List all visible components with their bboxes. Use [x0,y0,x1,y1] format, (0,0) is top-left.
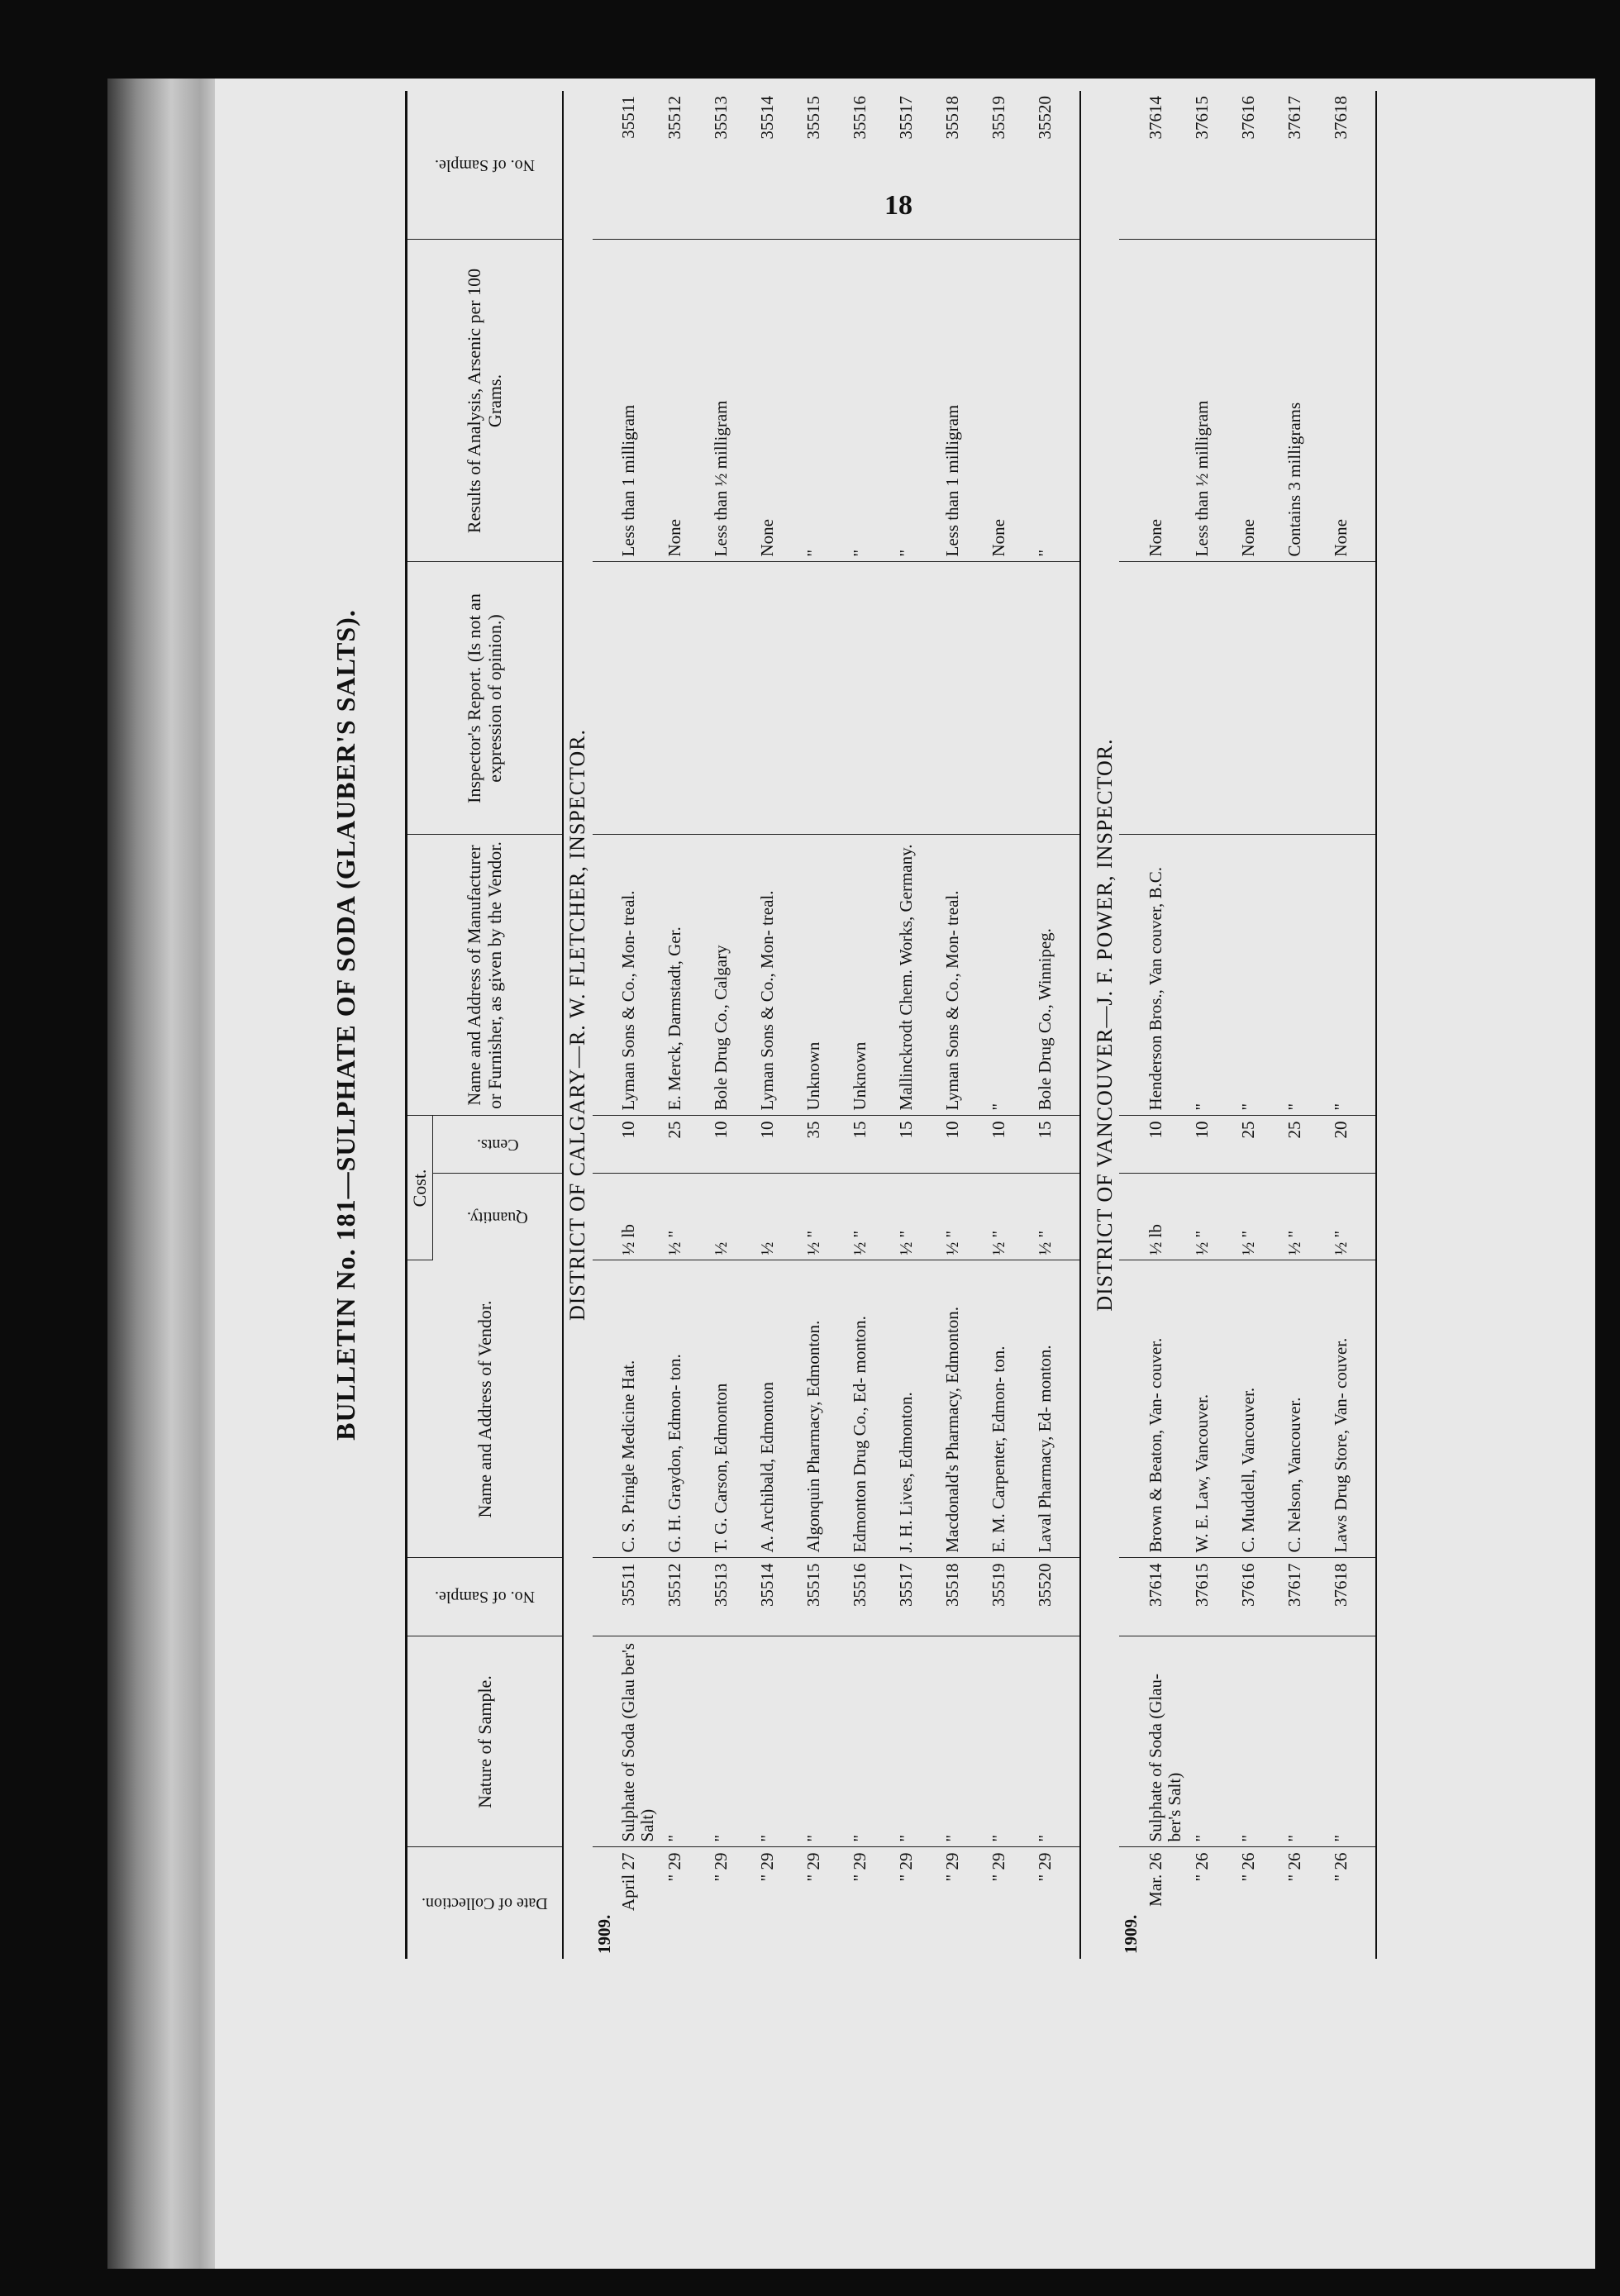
cell-vendor: C. Muddell, Vancouver. [1236,1260,1283,1558]
year-row-blank [1119,1260,1143,1558]
cell-cents: 25 [1236,1116,1283,1174]
cell-sample-no-right: 35518 [941,91,987,240]
cell-result: Less than ½ milligram [1190,240,1236,562]
cell-quantity: ½ lb [617,1174,663,1260]
cell-vendor: Laval Pharmacy, Ed- monton. [1033,1260,1080,1558]
year-row-blank [1119,1636,1143,1847]
cell-cents: 10 [941,1116,987,1174]
cell-quantity: ½ [709,1174,755,1260]
cell-report [709,562,755,835]
cell-sample-no: 37615 [1190,1558,1236,1636]
cell-date: " 29 [988,1852,1008,1882]
cell-sample-no-right: 35514 [755,91,802,240]
table-row [894,91,941,1959]
cell-date: " 29 [664,1852,684,1882]
section-separator [1376,91,1387,1959]
cell-sample-no-right: 35519 [987,91,1033,240]
cell-manufacturer: Unknown [802,835,848,1116]
cell-cents: 25 [1283,1116,1329,1174]
cell-vendor: Macdonald's Pharmacy, Edmonton. [941,1260,987,1558]
cell-cents: 10 [1190,1116,1236,1174]
cell-vendor: C. Nelson, Vancouver. [1283,1260,1329,1558]
cell-date: " 26 [1284,1852,1304,1882]
cell-result: None [1236,240,1283,562]
district-heading: DISTRICT OF CALGARY—R. W. FLETCHER, INSPECTOR. [565,728,590,1322]
cell-nature: " [941,1636,987,1847]
cell-sample-no: 35515 [802,1558,848,1636]
section-separator-cell [1080,91,1091,1959]
cell-report [755,562,802,835]
cell-nature: " [663,1636,709,1847]
cell-vendor: W. E. Law, Vancouver. [1190,1260,1236,1558]
year-row [593,91,617,1959]
cell-date: " 26 [1237,1852,1258,1882]
cell-vendor: Algonquin Pharmacy, Edmonton. [802,1260,848,1558]
cell-cents: 25 [663,1116,709,1174]
cell-sample-no: 37618 [1329,1558,1376,1636]
cell-cents: 10 [1144,1116,1190,1174]
cell-report [1236,562,1283,835]
table-row [663,91,709,1959]
cell-sample-no: 37617 [1283,1558,1329,1636]
cell-date: " 29 [895,1852,916,1882]
cell-manufacturer: Bole Drug Co., Winnipeg. [1033,835,1080,1116]
year-label: 1909. [593,1914,614,1954]
cell-result: " [848,240,894,562]
cell-result: Less than 1 milligram [617,240,663,562]
table-row [802,91,848,1959]
cell-report [894,562,941,835]
year-row-blank [593,1260,617,1558]
cell-date: " 26 [1330,1852,1351,1882]
cell-quantity: ½ lb [1144,1174,1190,1260]
cell-manufacturer: " [1283,835,1329,1116]
cell-sample-no-right: 35511 [617,91,663,240]
cell-cents: 35 [802,1116,848,1174]
cell-sample-no: 35516 [848,1558,894,1636]
cell-date: April 27 [617,1852,638,1912]
cell-report [1190,562,1236,835]
cell-quantity: ½ " [802,1174,848,1260]
cell-manufacturer: " [987,835,1033,1116]
cell-cents: 10 [755,1116,802,1174]
cell-cents: 10 [987,1116,1033,1174]
cell-cents: 15 [1033,1116,1080,1174]
cell-result: " [802,240,848,562]
table-row [709,91,755,1959]
page-number: 18 [884,190,912,221]
year-row-blank [593,835,617,1116]
header-inspector-report: Inspector's Report. (Is not an expression of opinion.) [407,562,564,835]
year-row-blank [1119,1558,1143,1636]
cell-sample-no-right: 35517 [894,91,941,240]
year-row-blank [1119,91,1143,240]
cell-nature: " [1190,1636,1236,1847]
district-heading: DISTRICT OF VANCOUVER—J. F. POWER, INSPECTOR. [1092,738,1117,1312]
cell-result: Less than ½ milligram [709,240,755,562]
year-row-blank [1119,562,1143,835]
cell-manufacturer: Mallinckrodt Chem. Works, Germany. [894,835,941,1116]
cell-nature: " [709,1636,755,1847]
cell-report [1329,562,1376,835]
cell-cents: 10 [709,1116,755,1174]
cell-sample-no-right: 35512 [663,91,709,240]
cell-sample-no-right: 37617 [1283,91,1329,240]
cell-nature: " [1283,1636,1329,1847]
year-row-blank [1119,1174,1143,1260]
table-row [1283,91,1329,1959]
table-row [987,91,1033,1959]
cell-vendor: A. Archibald, Edmonton [755,1260,802,1558]
cell-result: Contains 3 milligrams [1283,240,1329,562]
header-nature: Nature of Sample. [407,1636,564,1847]
cell-result: None [1144,240,1190,562]
cell-vendor: E. M. Carpenter, Edmon- ton. [987,1260,1033,1558]
header-manufacturer: Name and Address of Manufacturer or Furnisher, as given by the Vendor. [407,835,564,1116]
cell-cents: 15 [848,1116,894,1174]
cell-manufacturer: Lyman Sons & Co., Mon- treal. [941,835,987,1116]
cell-sample-no: 35514 [755,1558,802,1636]
cell-date: Mar. 26 [1145,1852,1165,1907]
cell-vendor: T. G. Carson, Edmonton [709,1260,755,1558]
cell-vendor: Edmonton Drug Co., Ed- monton. [848,1260,894,1558]
cell-quantity: ½ " [1190,1174,1236,1260]
cell-nature: " [755,1636,802,1847]
cell-quantity: ½ " [1236,1174,1283,1260]
cell-sample-no: 35512 [663,1558,709,1636]
cell-quantity: ½ " [987,1174,1033,1260]
cell-sample-no-right: 37618 [1329,91,1376,240]
cell-quantity: ½ " [894,1174,941,1260]
samples-table [405,91,1387,1959]
year-row-blank [1119,835,1143,1116]
cell-manufacturer: " [1236,835,1283,1116]
cell-sample-no: 35517 [894,1558,941,1636]
cell-manufacturer: Henderson Bros., Van couver, B.C. [1144,835,1190,1116]
cell-vendor: J. H. Lives, Edmonton. [894,1260,941,1558]
cell-quantity: ½ " [1329,1174,1376,1260]
cell-sample-no: 35513 [709,1558,755,1636]
cell-manufacturer: E. Merck, Darmstadt, Ger. [663,835,709,1116]
district-row [563,91,593,1959]
header-vendor: Name and Address of Vendor. [407,1260,564,1558]
table-row [848,91,894,1959]
cell-sample-no-right: 35516 [848,91,894,240]
cell-report [1283,562,1329,835]
cell-cents: 20 [1329,1116,1376,1174]
cell-report [848,562,894,835]
cell-sample-no-right: 35515 [802,91,848,240]
year-row-blank [1119,1116,1143,1174]
cell-result: None [1329,240,1376,562]
cell-quantity: ½ [755,1174,802,1260]
cell-sample-no-right: 37616 [1236,91,1283,240]
year-row-blank [593,91,617,240]
cell-manufacturer: Unknown [848,835,894,1116]
cell-cents: 15 [894,1116,941,1174]
bulletin-title: BULLETIN No. 181—SULPHATE OF SODA (GLAUBER'S SALTS). [331,609,360,1441]
year-row-blank [593,1636,617,1847]
cell-report [663,562,709,835]
cell-sample-no: 37616 [1236,1558,1283,1636]
cell-report [802,562,848,835]
year-row [1119,91,1143,1959]
year-row-blank [1119,240,1143,562]
scan-edge [107,79,223,2269]
cell-date: " 29 [756,1852,777,1882]
table-row [1329,91,1376,1959]
table-row [1033,91,1080,1959]
cell-nature: " [987,1636,1033,1847]
cell-vendor: Laws Drug Store, Van- couver. [1329,1260,1376,1558]
cell-sample-no: 37614 [1144,1558,1190,1636]
cell-report [1033,562,1080,835]
cell-sample-no-right: 35513 [709,91,755,240]
section-separator [1080,91,1091,1959]
cell-sample-no: 35518 [941,1558,987,1636]
header-quantity: Quantity. [433,1174,564,1260]
cell-date: " 26 [1191,1852,1212,1882]
cell-report [1144,562,1190,835]
table-row [755,91,802,1959]
cell-sample-no: 35511 [617,1558,663,1636]
cell-quantity: ½ " [663,1174,709,1260]
section-separator-cell [1376,91,1387,1959]
year-row-blank [593,1174,617,1260]
cell-nature: " [802,1636,848,1847]
cell-manufacturer: Bole Drug Co., Calgary [709,835,755,1116]
header-results: Results of Analysis, Arsenic per 100 Grams. [407,240,564,562]
cell-manufacturer: " [1329,835,1376,1116]
cell-nature: Sulphate of Soda (Glau- ber's Salt) [1144,1636,1190,1847]
table-row [617,91,663,1959]
header-cents: Cents. [433,1116,564,1174]
district-row [1091,91,1120,1959]
cell-report [941,562,987,835]
header-no-sample-right: No. of Sample. [407,91,564,240]
cell-nature: Sulphate of Soda (Glau ber's Salt) [617,1636,663,1847]
cell-sample-no-right: 37614 [1144,91,1190,240]
cell-result: " [1033,240,1080,562]
cell-cents: 10 [617,1116,663,1174]
cell-report [987,562,1033,835]
cell-nature: " [1329,1636,1376,1847]
cell-sample-no-right: 37615 [1190,91,1236,240]
cell-quantity: ½ " [848,1174,894,1260]
cell-sample-no: 35520 [1033,1558,1080,1636]
cell-result: " [894,240,941,562]
table-row [941,91,987,1959]
table-row [1190,91,1236,1959]
header-date: Date of Collection. [407,1847,564,1959]
cell-quantity: ½ " [1033,1174,1080,1260]
cell-vendor: C. S. Pringle Medicine Hat. [617,1260,663,1558]
rotated-table-area [331,91,1405,1959]
cell-quantity: ½ " [941,1174,987,1260]
year-row-blank [593,240,617,562]
cell-date: " 29 [849,1852,870,1882]
cell-vendor: G. H. Graydon, Edmon- ton. [663,1260,709,1558]
cell-result: None [755,240,802,562]
header-no-sample: No. of Sample. [407,1558,564,1636]
cell-date: " 29 [803,1852,823,1882]
cell-date: " 29 [710,1852,731,1882]
cell-nature: " [894,1636,941,1847]
cell-manufacturer: Lyman Sons & Co., Mon- treal. [755,835,802,1116]
year-row-blank [593,1116,617,1174]
cell-sample-no-right: 35520 [1033,91,1080,240]
cell-manufacturer: Lyman Sons & Co., Mon- treal. [617,835,663,1116]
cell-date: " 29 [1034,1852,1055,1882]
cell-sample-no: 35519 [987,1558,1033,1636]
cell-result: Less than 1 milligram [941,240,987,562]
table-row [1144,91,1190,1959]
year-label: 1909. [1121,1914,1141,1954]
cell-manufacturer: " [1190,835,1236,1116]
cell-date: " 29 [941,1852,962,1882]
year-row-blank [593,562,617,835]
cell-report [617,562,663,835]
cell-vendor: Brown & Beaton, Van- couver. [1144,1260,1190,1558]
year-row-blank [593,1558,617,1636]
cell-nature: " [1033,1636,1080,1847]
cell-quantity: ½ " [1283,1174,1329,1260]
cell-nature: " [848,1636,894,1847]
cell-result: None [987,240,1033,562]
cell-nature: " [1236,1636,1283,1847]
header-cost: Cost. [407,1116,433,1260]
table-row [1236,91,1283,1959]
cell-result: None [663,240,709,562]
